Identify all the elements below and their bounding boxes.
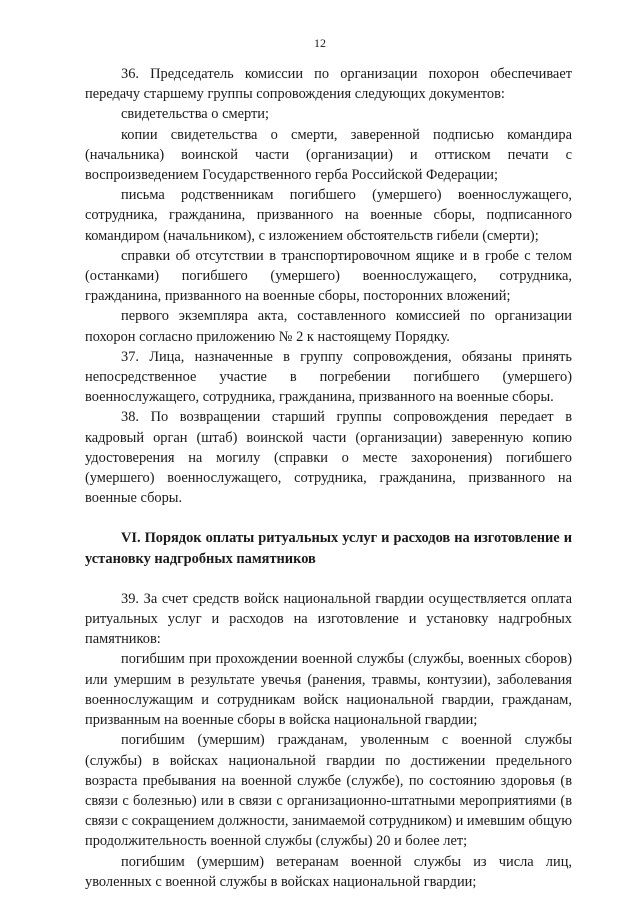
- document-body: [85, 64, 572, 892]
- list-item-death-certificate: свидетельства о смерти;: [121, 106, 269, 123]
- paragraph-36: 36. Председатель комиссии по организации похорон обеспечивает передачу старшему группы сопровождения следующих документов:: [85, 66, 572, 103]
- list-item-discharged-citizens: погибшим (умершим) гражданам, уволенным с военной службы (службы) в войсках национальной гвардии по достижении предельного возраста пребывания на военной службе (службе), по состоянию здоровья (в связи с болезнью) или в связи с организационно-штатными мероприятиями (в связи с сокращением должности, занимаемой сотрудником) и имевшим общую продолжительность военной службы (службы) 20 и более лет;: [85, 732, 572, 850]
- list-item-act-copy: первого экземпляра акта, составленного комиссией по организации похорон согласно приложению № 2 к настоящему Порядку.: [85, 308, 572, 345]
- list-item-certificate-copy: копии свидетельства о смерти, заверенной подписью командира (начальника) воинской части (организации) и оттиском печати с воспроизведением Государственного герба Российской Федерации;: [85, 126, 572, 184]
- paragraph-39: 39. За счет средств войск национальной гвардии осуществляется оплата ритуальных услуг и расходов на изготовление и установку надгробных памятников:: [85, 590, 572, 648]
- list-item-letters-to-relatives: письма родственникам погибшего (умершего) военнослужащего, сотрудника, гражданина, призванного на военные сборы, подписанного командиром (начальником), с изложением обстоятельств гибели (смерти);: [85, 187, 572, 244]
- paragraph-38: 38. По возвращении старший группы сопровождения передает в кадровый орган (штаб) воинской части (организации) заверенную копию удостоверения на могилу (справки о месте захоронения) погибшего (умершего) военнослужащего, сотрудника, гражданина, призванного на военные сборы.: [85, 409, 572, 507]
- list-item-veterans: погибшим (умершим) ветеранам военной службы из числа лиц, уволенных с военной службы в войсках национальной гвардии;: [85, 853, 572, 890]
- list-item-absence-certificate: справки об отсутствии в транспортировочном ящике и в гробе с телом (останками) погибшего (умершего) военнослужащего, сотрудника, гражданина, призванного на военные сборы, посторонних вложений;: [85, 247, 572, 305]
- list-item-killed-in-service: погибшим при прохождении военной службы (службы, военных сборов) или умершим в результате увечья (ранения, травмы, контузии), заболевания военнослужащим и сотрудникам войск национальной гвардии, гражданам, призванным на военные сборы в войска национальной гвардии;: [85, 651, 572, 729]
- page-number: 12: [314, 36, 326, 50]
- section-heading: VI. Порядок оплаты ритуальных услуг и расходов на изготовление и установку надгробных памятников: [85, 530, 572, 567]
- paragraph-37: 37. Лица, назначенные в группу сопровождения, обязаны принять непосредственное участие в погребении погибшего (умершего) военнослужащего, сотрудника, гражданина, призванного на военные сборы.: [85, 348, 572, 406]
